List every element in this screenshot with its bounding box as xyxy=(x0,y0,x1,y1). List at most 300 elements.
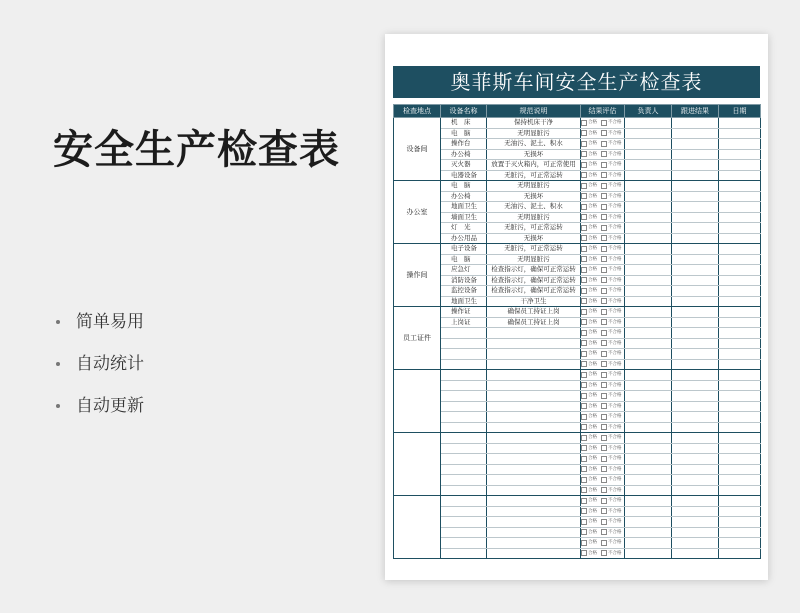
owner-cell[interactable] xyxy=(625,527,672,538)
table-row xyxy=(394,349,761,360)
fail-label: 不合格 xyxy=(608,519,622,524)
fail-checkbox[interactable] xyxy=(601,330,607,336)
fail-checkbox[interactable] xyxy=(601,477,607,483)
fail-checkbox[interactable] xyxy=(601,393,607,399)
fail-checkbox[interactable] xyxy=(601,508,607,514)
pass-checkbox[interactable] xyxy=(581,351,587,357)
feature-label: 自动统计 xyxy=(76,354,144,374)
pass-label: 合格 xyxy=(588,487,597,493)
pass-checkbox[interactable] xyxy=(581,183,587,189)
fail-checkbox[interactable] xyxy=(601,361,607,367)
column-header: 检查地点 xyxy=(394,105,441,118)
pass-checkbox[interactable] xyxy=(581,277,587,283)
date-cell[interactable] xyxy=(719,254,761,265)
owner-cell[interactable] xyxy=(625,443,672,454)
followup-cell[interactable] xyxy=(672,191,719,202)
owner-cell[interactable] xyxy=(625,307,672,318)
owner-cell[interactable] xyxy=(625,181,672,192)
spec-cell xyxy=(487,328,581,339)
followup-cell[interactable] xyxy=(672,380,719,391)
fail-checkbox[interactable] xyxy=(601,277,607,283)
fail-checkbox[interactable] xyxy=(601,309,607,315)
owner-cell[interactable] xyxy=(625,128,672,139)
date-cell[interactable] xyxy=(719,296,761,307)
pass-checkbox[interactable] xyxy=(581,141,587,147)
pass-checkbox[interactable] xyxy=(581,477,587,483)
fail-checkbox[interactable] xyxy=(601,435,607,441)
pass-checkbox[interactable] xyxy=(581,445,587,451)
followup-cell[interactable] xyxy=(672,548,719,559)
fail-checkbox[interactable] xyxy=(601,445,607,451)
fail-checkbox[interactable] xyxy=(601,120,607,126)
pass-checkbox[interactable] xyxy=(581,193,587,199)
owner-cell[interactable] xyxy=(625,286,672,297)
followup-cell[interactable] xyxy=(672,443,719,454)
pass-checkbox[interactable] xyxy=(581,330,587,336)
fail-checkbox[interactable] xyxy=(601,340,607,346)
owner-cell[interactable] xyxy=(625,265,672,276)
table-row xyxy=(394,265,761,276)
date-cell[interactable] xyxy=(719,160,761,171)
result-cell xyxy=(581,401,625,412)
pass-checkbox[interactable] xyxy=(581,288,587,294)
followup-cell[interactable] xyxy=(672,401,719,412)
followup-cell[interactable] xyxy=(672,422,719,433)
fail-label: 不合格 xyxy=(608,351,622,356)
device-cell: 操作证 xyxy=(441,307,487,318)
date-cell[interactable] xyxy=(719,202,761,213)
table-row xyxy=(394,275,761,286)
spec-cell xyxy=(487,422,581,433)
followup-cell[interactable] xyxy=(672,307,719,318)
fail-checkbox[interactable] xyxy=(601,151,607,157)
date-cell[interactable] xyxy=(719,391,761,402)
device-cell xyxy=(441,370,487,381)
fail-checkbox[interactable] xyxy=(601,372,607,378)
result-cell xyxy=(581,128,625,139)
fail-label: 不合格 xyxy=(608,403,622,409)
date-cell[interactable] xyxy=(719,443,761,454)
owner-cell[interactable] xyxy=(625,422,672,433)
followup-cell[interactable] xyxy=(672,265,719,276)
fail-checkbox[interactable] xyxy=(601,487,607,493)
spec-cell: 无脏污，可正常运转 xyxy=(487,223,581,234)
fail-checkbox[interactable] xyxy=(601,540,607,546)
table-row xyxy=(394,401,761,412)
spec-cell xyxy=(487,538,581,549)
owner-cell[interactable] xyxy=(625,359,672,370)
fail-checkbox[interactable] xyxy=(601,183,607,189)
table-row xyxy=(394,391,761,402)
followup-cell[interactable] xyxy=(672,170,719,181)
column-header: 日期 xyxy=(719,105,761,118)
fail-label: 不合格 xyxy=(608,550,622,556)
date-cell[interactable] xyxy=(719,212,761,223)
followup-cell[interactable] xyxy=(672,370,719,381)
pass-checkbox[interactable] xyxy=(581,151,587,157)
followup-cell[interactable] xyxy=(672,317,719,328)
date-cell[interactable] xyxy=(719,244,761,255)
followup-cell[interactable] xyxy=(672,464,719,475)
date-cell[interactable] xyxy=(719,139,761,150)
pass-checkbox[interactable] xyxy=(581,120,587,126)
fail-checkbox[interactable] xyxy=(601,498,607,504)
fail-checkbox[interactable] xyxy=(601,456,607,462)
spec-cell: 无明显脏污 xyxy=(487,181,581,192)
table-row xyxy=(394,422,761,433)
followup-cell[interactable] xyxy=(672,244,719,255)
date-cell[interactable] xyxy=(719,338,761,349)
date-cell[interactable] xyxy=(719,223,761,234)
followup-cell[interactable] xyxy=(672,349,719,360)
date-cell[interactable] xyxy=(719,527,761,538)
pass-checkbox[interactable] xyxy=(581,508,587,514)
fail-label: 不合格 xyxy=(608,225,622,230)
followup-cell[interactable] xyxy=(672,485,719,496)
owner-cell[interactable] xyxy=(625,118,672,129)
followup-cell[interactable] xyxy=(672,149,719,160)
pass-checkbox[interactable] xyxy=(581,487,587,493)
followup-cell[interactable] xyxy=(672,181,719,192)
table-row xyxy=(394,338,761,349)
date-cell[interactable] xyxy=(719,191,761,202)
fail-checkbox[interactable] xyxy=(601,193,607,199)
owner-cell[interactable] xyxy=(625,349,672,360)
location-cell: 操作间 xyxy=(394,244,441,307)
device-cell: 电器设备 xyxy=(441,170,487,181)
spec-cell xyxy=(487,349,581,360)
pass-checkbox[interactable] xyxy=(581,498,587,504)
followup-cell[interactable] xyxy=(672,223,719,234)
fail-checkbox[interactable] xyxy=(601,403,607,409)
table-row xyxy=(394,149,761,160)
pass-checkbox[interactable] xyxy=(581,456,587,462)
result-cell xyxy=(581,328,625,339)
followup-cell[interactable] xyxy=(672,139,719,150)
table-row xyxy=(394,506,761,517)
date-cell[interactable] xyxy=(719,485,761,496)
owner-cell[interactable] xyxy=(625,380,672,391)
device-cell: 上岗证 xyxy=(441,317,487,328)
fail-checkbox[interactable] xyxy=(601,414,607,420)
owner-cell[interactable] xyxy=(625,454,672,465)
fail-checkbox[interactable] xyxy=(601,529,607,535)
pass-checkbox[interactable] xyxy=(581,267,587,273)
date-cell[interactable] xyxy=(719,454,761,465)
date-cell[interactable] xyxy=(719,359,761,370)
date-cell[interactable] xyxy=(719,149,761,160)
result-cell xyxy=(581,412,625,423)
pass-label: 合格 xyxy=(588,498,597,503)
date-cell[interactable] xyxy=(719,233,761,244)
owner-cell[interactable] xyxy=(625,275,672,286)
result-cell xyxy=(581,149,625,160)
fail-label: 不合格 xyxy=(608,372,622,377)
date-cell[interactable] xyxy=(719,380,761,391)
fail-checkbox[interactable] xyxy=(601,141,607,147)
sheet-title: 奥菲斯车间安全生产检查表 xyxy=(393,66,760,98)
owner-cell[interactable] xyxy=(625,191,672,202)
pass-checkbox[interactable] xyxy=(581,414,587,420)
spec-cell: 确保员工持证上岗 xyxy=(487,317,581,328)
pass-checkbox[interactable] xyxy=(581,382,587,388)
spec-cell: 放置于灭火箱内，可正常使用 xyxy=(487,160,581,171)
date-cell[interactable] xyxy=(719,370,761,381)
fail-checkbox[interactable] xyxy=(601,162,607,168)
followup-cell[interactable] xyxy=(672,527,719,538)
table-row xyxy=(394,170,761,181)
pass-checkbox[interactable] xyxy=(581,256,587,262)
pass-checkbox[interactable] xyxy=(581,466,587,472)
table-row xyxy=(394,380,761,391)
owner-cell[interactable] xyxy=(625,202,672,213)
pass-label: 合格 xyxy=(588,414,597,419)
fail-checkbox[interactable] xyxy=(601,256,607,262)
pass-label: 合格 xyxy=(588,330,597,335)
followup-cell[interactable] xyxy=(672,128,719,139)
date-cell[interactable] xyxy=(719,464,761,475)
pass-checkbox[interactable] xyxy=(581,172,587,178)
date-cell[interactable] xyxy=(719,475,761,486)
date-cell[interactable] xyxy=(719,548,761,559)
owner-cell[interactable] xyxy=(625,370,672,381)
owner-cell[interactable] xyxy=(625,212,672,223)
pass-checkbox[interactable] xyxy=(581,519,587,525)
owner-cell[interactable] xyxy=(625,317,672,328)
followup-cell[interactable] xyxy=(672,328,719,339)
owner-cell[interactable] xyxy=(625,233,672,244)
date-cell[interactable] xyxy=(719,412,761,423)
date-cell[interactable] xyxy=(719,538,761,549)
column-header: 结果评估 xyxy=(581,105,625,118)
owner-cell[interactable] xyxy=(625,160,672,171)
fail-checkbox[interactable] xyxy=(601,319,607,325)
owner-cell[interactable] xyxy=(625,244,672,255)
fail-checkbox[interactable] xyxy=(601,235,607,241)
date-cell[interactable] xyxy=(719,328,761,339)
owner-cell[interactable] xyxy=(625,475,672,486)
fail-checkbox[interactable] xyxy=(601,130,607,136)
pass-checkbox[interactable] xyxy=(581,424,587,430)
date-cell[interactable] xyxy=(719,170,761,181)
fail-checkbox[interactable] xyxy=(601,519,607,525)
pass-checkbox[interactable] xyxy=(581,246,587,252)
followup-cell[interactable] xyxy=(672,254,719,265)
date-cell[interactable] xyxy=(719,128,761,139)
result-cell xyxy=(581,223,625,234)
pass-checkbox[interactable] xyxy=(581,214,587,220)
date-cell[interactable] xyxy=(719,496,761,507)
owner-cell[interactable] xyxy=(625,433,672,444)
date-cell[interactable] xyxy=(719,517,761,528)
date-cell[interactable] xyxy=(719,433,761,444)
pass-checkbox[interactable] xyxy=(581,393,587,399)
pass-checkbox[interactable] xyxy=(581,204,587,210)
pass-label: 合格 xyxy=(588,424,597,430)
owner-cell[interactable] xyxy=(625,506,672,517)
followup-cell[interactable] xyxy=(672,496,719,507)
followup-cell[interactable] xyxy=(672,212,719,223)
pass-label: 合格 xyxy=(588,193,597,199)
date-cell[interactable] xyxy=(719,506,761,517)
fail-checkbox[interactable] xyxy=(601,288,607,294)
owner-cell[interactable] xyxy=(625,223,672,234)
pass-checkbox[interactable] xyxy=(581,309,587,315)
pass-checkbox[interactable] xyxy=(581,550,587,556)
spec-cell: 检查指示灯，确保可正常运转 xyxy=(487,265,581,276)
spec-cell xyxy=(487,433,581,444)
followup-cell[interactable] xyxy=(672,517,719,528)
followup-cell[interactable] xyxy=(672,454,719,465)
device-cell xyxy=(441,517,487,528)
fail-label: 不合格 xyxy=(608,193,622,199)
result-cell xyxy=(581,538,625,549)
followup-cell[interactable] xyxy=(672,275,719,286)
followup-cell[interactable] xyxy=(672,506,719,517)
feature-label: 简单易用 xyxy=(76,312,144,332)
owner-cell[interactable] xyxy=(625,296,672,307)
date-cell[interactable] xyxy=(719,181,761,192)
owner-cell[interactable] xyxy=(625,412,672,423)
followup-cell[interactable] xyxy=(672,296,719,307)
spec-cell xyxy=(487,506,581,517)
table-row xyxy=(394,233,761,244)
fail-checkbox[interactable] xyxy=(601,382,607,388)
device-cell: 电 脑 xyxy=(441,128,487,139)
pass-checkbox[interactable] xyxy=(581,298,587,304)
feature-item xyxy=(56,389,144,431)
fail-checkbox[interactable] xyxy=(601,424,607,430)
followup-cell[interactable] xyxy=(672,160,719,171)
fail-label: 不合格 xyxy=(608,298,622,304)
table-row xyxy=(394,139,761,150)
date-cell[interactable] xyxy=(719,349,761,360)
date-cell[interactable] xyxy=(719,286,761,297)
column-header: 负责人 xyxy=(625,105,672,118)
date-cell[interactable] xyxy=(719,422,761,433)
fail-checkbox[interactable] xyxy=(601,225,607,231)
device-cell xyxy=(441,359,487,370)
spec-cell: 无明显脏污 xyxy=(487,254,581,265)
fail-checkbox[interactable] xyxy=(601,172,607,178)
pass-checkbox[interactable] xyxy=(581,340,587,346)
owner-cell[interactable] xyxy=(625,338,672,349)
followup-cell[interactable] xyxy=(672,338,719,349)
date-cell[interactable] xyxy=(719,307,761,318)
fail-label: 不合格 xyxy=(608,487,622,493)
owner-cell[interactable] xyxy=(625,548,672,559)
spec-cell xyxy=(487,454,581,465)
pass-label: 合格 xyxy=(588,235,597,241)
device-cell xyxy=(441,485,487,496)
result-cell xyxy=(581,485,625,496)
fail-checkbox[interactable] xyxy=(601,466,607,472)
owner-cell[interactable] xyxy=(625,149,672,160)
owner-cell[interactable] xyxy=(625,485,672,496)
pass-checkbox[interactable] xyxy=(581,403,587,409)
pass-checkbox[interactable] xyxy=(581,235,587,241)
fail-label: 不合格 xyxy=(608,435,622,440)
owner-cell[interactable] xyxy=(625,517,672,528)
followup-cell[interactable] xyxy=(672,233,719,244)
followup-cell[interactable] xyxy=(672,359,719,370)
fail-label: 不合格 xyxy=(608,529,622,535)
fail-checkbox[interactable] xyxy=(601,246,607,252)
pass-checkbox[interactable] xyxy=(581,361,587,367)
followup-cell[interactable] xyxy=(672,433,719,444)
device-cell: 灯 光 xyxy=(441,223,487,234)
followup-cell[interactable] xyxy=(672,202,719,213)
owner-cell[interactable] xyxy=(625,328,672,339)
date-cell[interactable] xyxy=(719,317,761,328)
device-cell: 操作台 xyxy=(441,139,487,150)
fail-label: 不合格 xyxy=(608,477,622,482)
result-cell xyxy=(581,254,625,265)
followup-cell[interactable] xyxy=(672,118,719,129)
owner-cell[interactable] xyxy=(625,401,672,412)
fail-checkbox[interactable] xyxy=(601,267,607,273)
fail-label: 不合格 xyxy=(608,214,622,220)
spec-cell xyxy=(487,527,581,538)
device-cell xyxy=(441,422,487,433)
result-cell xyxy=(581,286,625,297)
followup-cell[interactable] xyxy=(672,391,719,402)
followup-cell[interactable] xyxy=(672,412,719,423)
table-row xyxy=(394,317,761,328)
followup-cell[interactable] xyxy=(672,538,719,549)
location-cell xyxy=(394,496,441,559)
result-cell xyxy=(581,496,625,507)
owner-cell[interactable] xyxy=(625,464,672,475)
owner-cell[interactable] xyxy=(625,391,672,402)
fail-checkbox[interactable] xyxy=(601,204,607,210)
owner-cell[interactable] xyxy=(625,170,672,181)
date-cell[interactable] xyxy=(719,265,761,276)
fail-label: 不合格 xyxy=(608,424,622,430)
pass-checkbox[interactable] xyxy=(581,319,587,325)
owner-cell[interactable] xyxy=(625,538,672,549)
device-cell: 监控设备 xyxy=(441,286,487,297)
followup-cell[interactable] xyxy=(672,286,719,297)
fail-checkbox[interactable] xyxy=(601,214,607,220)
fail-checkbox[interactable] xyxy=(601,351,607,357)
owner-cell[interactable] xyxy=(625,139,672,150)
date-cell[interactable] xyxy=(719,118,761,129)
pass-checkbox[interactable] xyxy=(581,540,587,546)
pass-checkbox[interactable] xyxy=(581,225,587,231)
result-cell xyxy=(581,517,625,528)
location-cell xyxy=(394,370,441,433)
pass-label: 合格 xyxy=(588,466,597,472)
date-cell[interactable] xyxy=(719,275,761,286)
result-cell xyxy=(581,433,625,444)
pass-checkbox[interactable] xyxy=(581,372,587,378)
pass-checkbox[interactable] xyxy=(581,130,587,136)
pass-checkbox[interactable] xyxy=(581,162,587,168)
fail-label: 不合格 xyxy=(608,508,622,514)
owner-cell[interactable] xyxy=(625,496,672,507)
pass-checkbox[interactable] xyxy=(581,435,587,441)
owner-cell[interactable] xyxy=(625,254,672,265)
date-cell[interactable] xyxy=(719,401,761,412)
fail-checkbox[interactable] xyxy=(601,550,607,556)
fail-checkbox[interactable] xyxy=(601,298,607,304)
pass-checkbox[interactable] xyxy=(581,529,587,535)
device-cell: 办公用品 xyxy=(441,233,487,244)
followup-cell[interactable] xyxy=(672,475,719,486)
table-row xyxy=(394,286,761,297)
device-cell xyxy=(441,475,487,486)
